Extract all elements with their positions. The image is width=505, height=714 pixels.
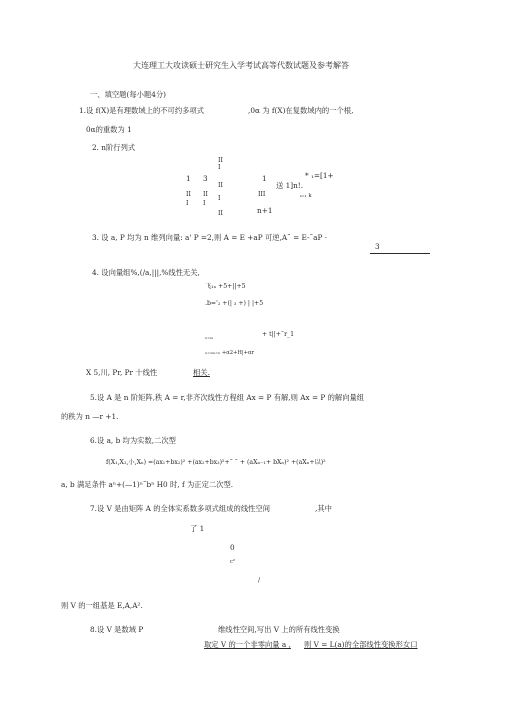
q7-matrix: 了 1	[190, 524, 205, 533]
det-entry: III	[258, 191, 266, 198]
page-title: 大连理工大攻读硕士研究生入学考试高等代数试题及参考解答	[133, 61, 349, 70]
q4-eq: 飞₁ₐ +5+||+5	[205, 283, 246, 290]
q5-text: 5.设 A 是 n 阶矩阵,秩 A = r,非齐次线性方程组 Ax = P 有解,则 Ax = P 的解向量组	[90, 393, 365, 402]
q8-text-line2-cont: 则 V = L(a)的全部线性变换形女口	[304, 640, 418, 649]
q7-matrix: /	[258, 577, 261, 584]
det-m1: II	[218, 157, 223, 164]
q7-text: 7.设 V 是由矩阵 A 的全体实系数多项式组成的线性空间	[90, 504, 271, 513]
det-entry: 3	[203, 174, 208, 183]
q4-eq: .b='₂ +(| ₃ +) | |+5	[205, 300, 264, 307]
q6-text: 6.设 a, b 均为实数,二次型	[90, 436, 176, 445]
q1-text-cont: ,0α 为 f(X)在复数域内的一个根,	[248, 106, 354, 115]
q1-text: 1.设 f(X)是有理数域上的不可约多项式	[79, 106, 205, 115]
q6-formula: f(X₁,X₂,小,Xₙ) =(ax₁+bx₂)² +(ax₂+bx₃)²+˜ ˜ + (aXₙ₋₁+ bXₙ)² +(aXₙ+以)²	[106, 459, 326, 466]
section-heading: 一、填空题(每小题4分)	[90, 90, 167, 99]
det-rhs: * ₁=[1+	[305, 171, 334, 180]
q8-text-line2: 取定 V 的一个非零向量 a ,	[204, 640, 291, 649]
answer-underline	[370, 253, 430, 254]
q4-eq: + t||+˜r_1	[262, 331, 295, 338]
q8-text-cont: 维线性空间,写出 V 上的所有线性变换	[218, 625, 340, 634]
q3-text: 3. 设 a, P 均为 n 维列向量: a' P =2,则 A = E +aP 可逆,A˜ = E-˜aP ·	[92, 233, 328, 242]
q3-answer: 3	[375, 242, 380, 251]
q2-label: 2. n阶行列式	[92, 143, 136, 152]
q4-eq: ₙ₌ₘ	[205, 335, 214, 341]
det-m5: II	[218, 210, 223, 217]
det-m2: I	[218, 164, 221, 171]
q1-answer: 0α的重数为 1	[86, 125, 132, 134]
det-entry: II	[186, 191, 191, 198]
det-entry: I	[186, 200, 189, 207]
q6-condition: a, b 满足条件 aⁿ+(—1)ⁿ˜bⁿ H0 时, f 为正定二次型.	[61, 480, 234, 489]
det-entry: I	[203, 200, 206, 207]
det-entry: n+1	[257, 206, 273, 215]
q8-text: 8.设 V 是数域 P	[90, 625, 144, 634]
q7-answer: 则 V 的一组基是 E,A,A².	[61, 601, 143, 610]
det-rhs: ₖ₌₁ k	[300, 193, 312, 199]
det-m3: II	[218, 182, 223, 189]
q7-matrix: c²	[230, 559, 235, 565]
det-m4: I	[218, 195, 221, 202]
q7-text-cont: ,其中	[315, 504, 332, 513]
det-entry: II	[203, 191, 208, 198]
q4-answer: 相关.	[193, 368, 210, 377]
q4-text: 4. 设向量组%,(/a,|||,%线性无关,	[92, 268, 200, 277]
q4-conclusion: X 5,川, Pr, Pr 十线性	[86, 368, 158, 377]
q5-text-cont: 的秩为 n —r +1.	[61, 412, 119, 421]
det-entry: 1	[262, 174, 267, 183]
det-rhs: 送 1]n!.	[276, 181, 304, 190]
det-entry: 1	[186, 174, 191, 183]
q4-eq: ₙ₌₁ₘ₌ₙ +α2+H|+αr	[205, 350, 254, 356]
q7-matrix: 0	[230, 543, 235, 552]
